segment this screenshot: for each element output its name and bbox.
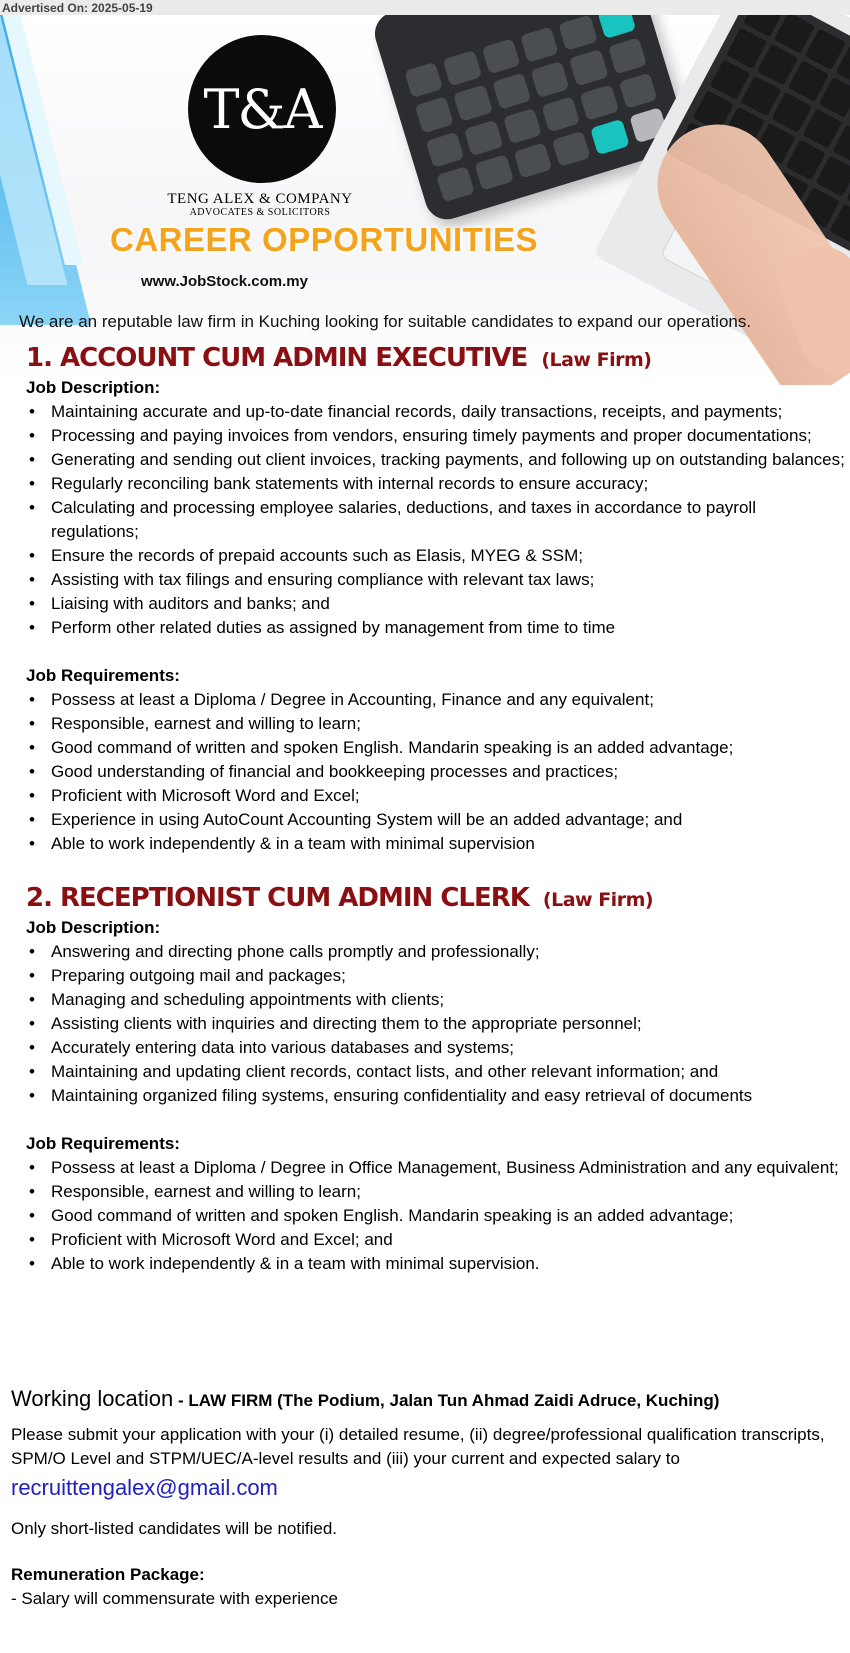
list-item: • Good command of written and spoken English. Mandarin speaking is an added advantage;: [26, 736, 846, 760]
list-item: • Experience in using AutoCount Accounting System will be an added advantage; and: [26, 808, 846, 832]
hero-banner: [0, 15, 850, 385]
list-item: • Liaising with auditors and banks; and: [26, 592, 846, 616]
job-title: 2. RECEPTIONIST CUM ADMIN CLERK (Law Firm): [26, 883, 654, 913]
list-item: • Assisting with tax filings and ensuring compliance with relevant tax laws;: [26, 568, 846, 592]
list-item: • Perform other related duties as assigned by management from time to time: [26, 616, 846, 640]
apply-instructions: Please submit your application with your (i) detailed resume, (ii) degree/professional qualification transcripts, SPM/O Level and STPM/UEC/A-level results and (iii) your current and expected salary to: [11, 1425, 825, 1468]
job-section-1: [26, 340, 846, 856]
working-location-label: Working location: [11, 1386, 174, 1411]
job-requirements-list: [26, 1156, 846, 1276]
headline: CAREER OPPORTUNITIES: [110, 221, 539, 258]
job-description-list: [26, 400, 846, 640]
application-footer: [11, 1385, 841, 1611]
list-item: • Processing and paying invoices from vendors, ensuring timely payments and proper documentations;: [26, 424, 846, 448]
list-item: • Maintaining accurate and up-to-date financial records, daily transactions, receipts, and payments;: [26, 400, 846, 424]
list-item: • Assisting clients with inquiries and directing them to the appropriate personnel;: [26, 1012, 846, 1036]
list-item: • Maintaining organized filing systems, ensuring confidentiality and easy retrieval of documents: [26, 1084, 846, 1108]
list-item: • Possess at least a Diploma / Degree in Accounting, Finance and any equivalent;: [26, 688, 846, 712]
job-section-2: [26, 880, 846, 1276]
firm-subtitle: ADVOCATES & SOLICITORS: [189, 207, 331, 218]
list-item: • Good understanding of financial and bookkeeping processes and practices;: [26, 760, 846, 784]
list-item: • Preparing outgoing mail and packages;: [26, 964, 846, 988]
list-item: • Responsible, earnest and willing to learn;: [26, 1180, 846, 1204]
job-description-heading: Job Description:: [26, 918, 161, 937]
job-requirements-heading: Job Requirements:: [26, 666, 180, 685]
intro-text: We are an reputable law firm in Kuching looking for suitable candidates to expand our operations.: [19, 312, 752, 331]
list-item: • Answering and directing phone calls promptly and professionally;: [26, 940, 846, 964]
job-title: 1. ACCOUNT CUM ADMIN EXECUTIVE (Law Firm): [26, 343, 652, 373]
working-location: [11, 1385, 841, 1415]
list-item: • Generating and sending out client invoices, tracking payments, and following up on outstanding balances;: [26, 448, 846, 472]
list-item: • Calculating and processing employee salaries, deductions, and taxes in accordance to payroll regulations;: [26, 496, 846, 544]
remuneration-text: - Salary will commensurate with experience: [11, 1589, 338, 1608]
list-item: • Able to work independently & in a team with minimal supervision: [26, 832, 846, 856]
list-item: • Managing and scheduling appointments with clients;: [26, 988, 846, 1012]
list-item: • Good command of written and spoken English. Mandarin speaking is an added advantage;: [26, 1204, 846, 1228]
job-description-list: [26, 940, 846, 1108]
list-item: • Regularly reconciling bank statements with internal records to ensure accuracy;: [26, 472, 846, 496]
firm-logo: T&A: [188, 35, 336, 183]
list-item: • Responsible, earnest and willing to learn;: [26, 712, 846, 736]
job-listings: [26, 340, 846, 1276]
job-description-heading: Job Description:: [26, 378, 161, 397]
list-item: • Proficient with Microsoft Word and Excel;: [26, 784, 846, 808]
job-tag: (Law Firm): [542, 889, 654, 911]
top-bar: [0, 0, 850, 15]
list-item: • Ensure the records of prepaid accounts such as Elasis, MYEG & SSM;: [26, 544, 846, 568]
remuneration-heading: Remuneration Package:: [11, 1565, 205, 1584]
email-link[interactable]: recruittengalex@gmail.com: [11, 1475, 278, 1500]
job-tag: (Law Firm): [541, 349, 652, 371]
job-requirements-list: [26, 688, 846, 856]
list-item: • Proficient with Microsoft Word and Excel; and: [26, 1228, 846, 1252]
list-item: • Accurately entering data into various databases and systems;: [26, 1036, 846, 1060]
working-location-value: - LAW FIRM (The Podium, Jalan Tun Ahmad Zaidi Adruce, Kuching): [173, 1391, 720, 1410]
advertised-date: Advertised On: 2025-05-19: [2, 1, 153, 15]
list-item: • Able to work independently & in a team with minimal supervision.: [26, 1252, 846, 1276]
firm-name: TENG ALEX & COMPANY: [167, 191, 353, 207]
list-item: • Possess at least a Diploma / Degree in Office Management, Business Administration and any equivalent;: [26, 1156, 846, 1180]
shortlist-note: Only short-listed candidates will be notified.: [11, 1519, 337, 1538]
job-requirements-heading: Job Requirements:: [26, 1134, 180, 1153]
website-link[interactable]: www.JobStock.com.my: [141, 273, 308, 290]
list-item: • Maintaining and updating client records, contact lists, and other relevant information; and: [26, 1060, 846, 1084]
